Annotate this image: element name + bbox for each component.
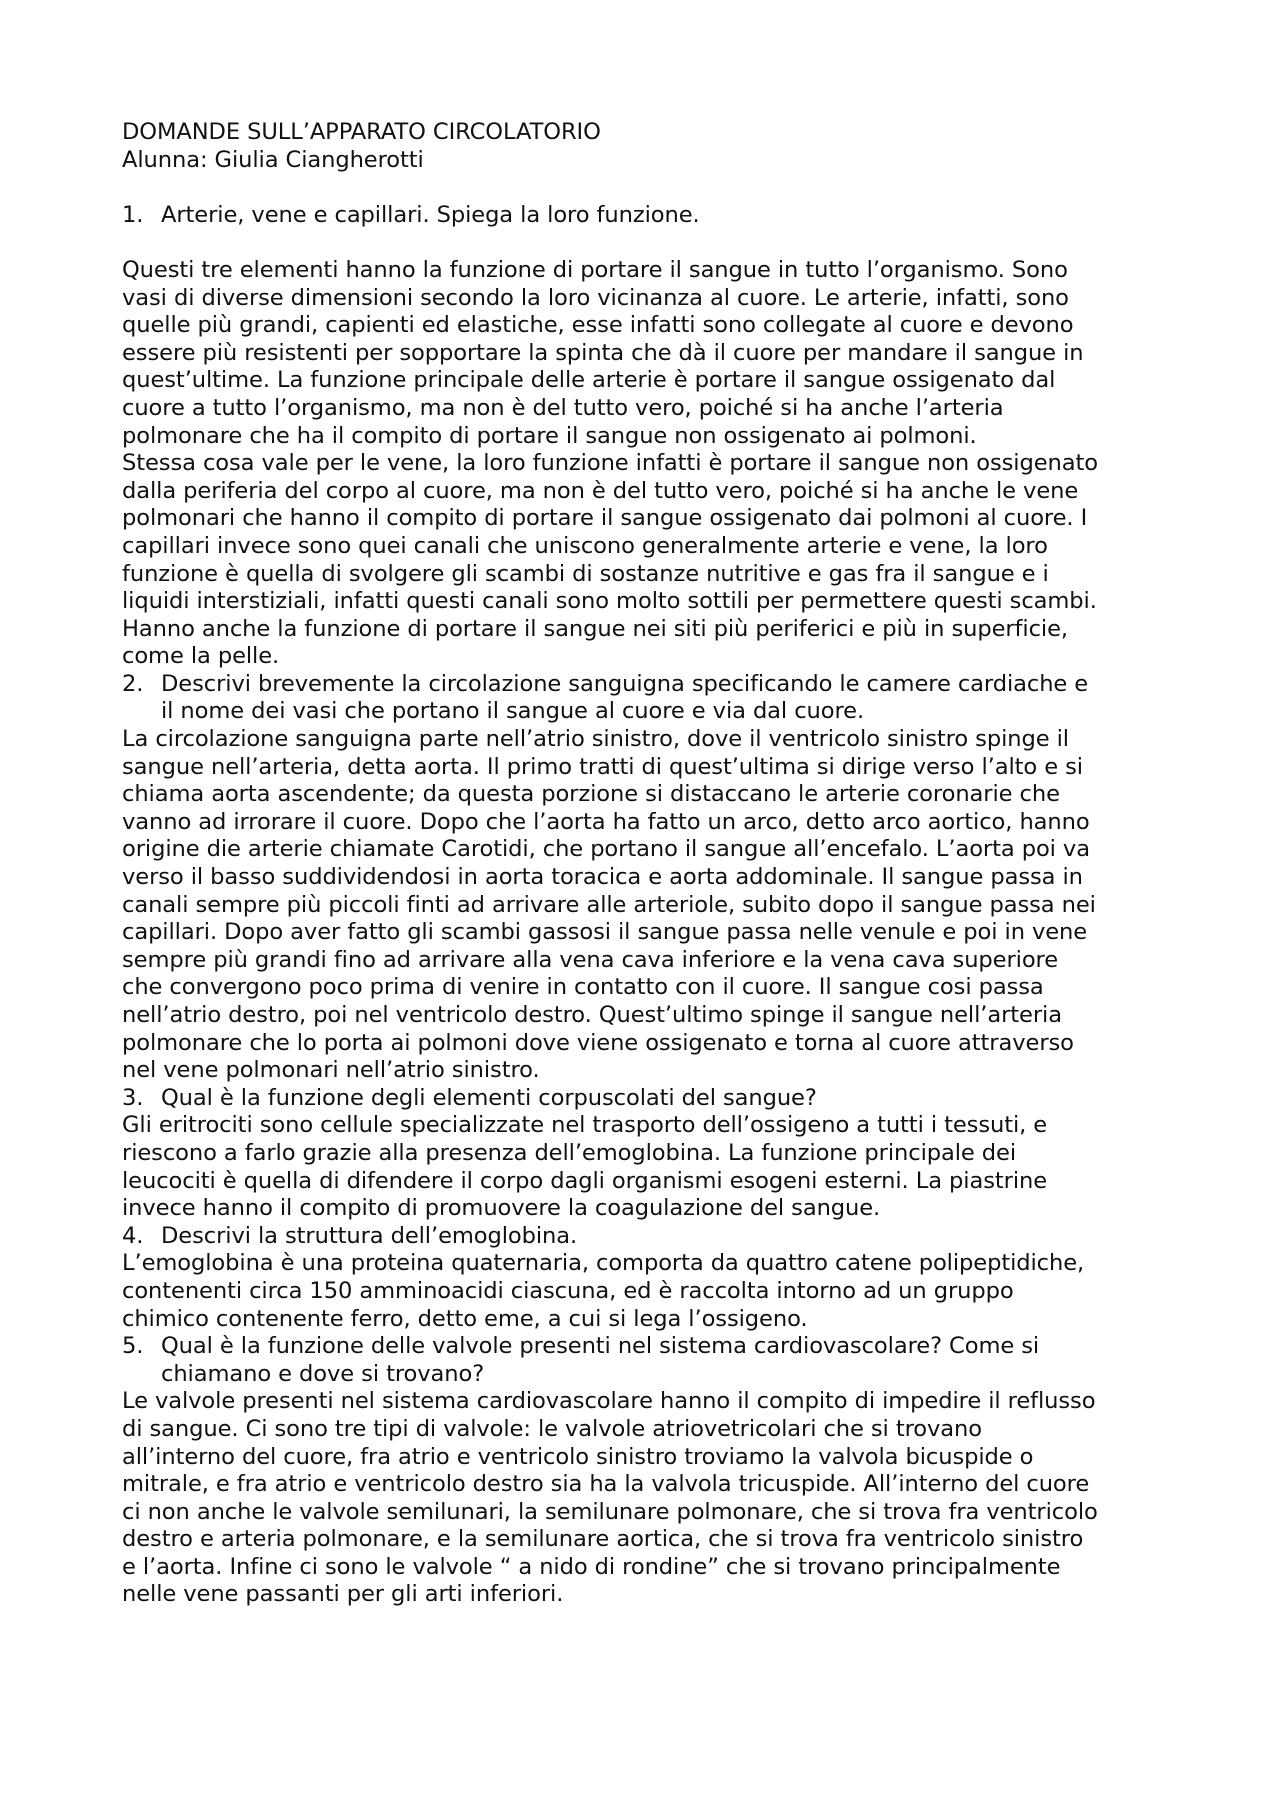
question-text: Descrivi brevemente la circolazione sanguigna specificando le camere cardiache e (161, 670, 1089, 697)
answer-line: La circolazione sanguigna parte nell’atrio sinistro, dove il ventricolo sinistro spinge il (122, 726, 1069, 753)
question-text: chiamano e dove si trovano? (161, 1360, 485, 1387)
answer-line: canali sempre più piccoli finti ad arrivare alle arteriole, subito dopo il sangue passa nei (122, 891, 1096, 918)
answer-line: nel vene polmonari nell’atrio sinistro. (122, 1057, 540, 1084)
question-1 (122, 202, 1172, 230)
answer-line: sempre più grandi fino ad arrivare alla vena cava inferiore e la vena cava superiore (122, 946, 1059, 973)
answer-line: sangue nell’arteria, detta aorta. Il primo tratti di quest’ultima si dirige verso l’alto e si (122, 753, 1083, 780)
answer-line: e l’aorta. Infine ci sono le valvole “ a nido di rondine” che si trovano principalmente (122, 1553, 1061, 1580)
answer-3 (122, 1112, 1172, 1222)
answer-line: verso il basso suddividendosi in aorta toracica e aorta addominale. Il sangue passa in (122, 864, 1083, 891)
answer-line: liquidi interstiziali, infatti questi canali sono molto sottili per permettere questi scambi. (122, 588, 1097, 615)
question-line (122, 1333, 1172, 1361)
question-3 (122, 1085, 1172, 1113)
question-line (122, 671, 1172, 699)
answer-line: polmonare che lo porta ai polmoni dove viene ossigenato e torna al cuore attraverso (122, 1029, 1074, 1056)
answer-line: vanno ad irrorare il cuore. Dopo che l’aorta ha fatto un arco, detto arco aortico, hanno (122, 808, 1090, 835)
answer-line: polmonari che hanno il compito di portare il sangue ossigenato dai polmoni al cuore. I (122, 505, 1088, 532)
question-number: 1. (122, 201, 144, 228)
answer-line: capillari. Dopo aver fatto gli scambi gassosi il sangue passa nelle venule e poi in vene (122, 919, 1088, 946)
question-line (122, 1085, 1172, 1113)
answer-line: essere più resistenti per sopportare la spinta che dà il cuore per mandare il sangue in (122, 339, 1084, 366)
answer-line: chimico contenente ferro, detto eme, a cui si lega l’ossigeno. (122, 1305, 808, 1332)
question-number: 2. (122, 670, 144, 697)
student-name: Alunna: Giulia Ciangherotti (122, 146, 424, 173)
question-text: Qual è la funzione degli elementi corpuscolati del sangue? (161, 1084, 817, 1111)
answer-line: destro e arteria polmonare, e la semilunare aortica, che si trova fra ventricolo sinistro (122, 1526, 1084, 1553)
question-line (122, 202, 1172, 230)
answer-line: quelle più grandi, capienti ed elastiche, esse infatti sono collegate al cuore e devono (122, 312, 1074, 339)
answer-line: ci non anche le valvole semilunari, la semilunare polmonare, che si trova fra ventricolo (122, 1498, 1098, 1525)
answer-line: Hanno anche la funzione di portare il sangue nei siti più periferici e più in superficie, (122, 615, 1068, 642)
spacer (122, 174, 1172, 202)
answer-2 (122, 726, 1172, 1085)
answer-line: Le valvole presenti nel sistema cardiovascolare hanno il compito di impedire il reflusso (122, 1388, 1096, 1415)
answer-line: mitrale, e fra atrio e ventricolo destro sia ha la valvola tricuspide. All’interno del cuore (122, 1471, 1090, 1498)
answer-line: origine die arterie chiamate Carotidi, che portano il sangue all’encefalo. L’aorta poi va (122, 836, 1090, 863)
question-text: Qual è la funzione delle valvole presenti nel sistema cardiovascolare? Come si (161, 1333, 1040, 1360)
answer-line: Stessa cosa vale per le vene, la loro funzione infatti è portare il sangue non ossigenato (122, 450, 1098, 477)
question-line (122, 1361, 1172, 1389)
question-text: il nome dei vasi che portano il sangue al cuore e via dal cuore. (161, 698, 865, 725)
answer-line: vasi di diverse dimensioni secondo la loro vicinanza al cuore. Le arterie, infatti, sono (122, 284, 1069, 311)
answer-line: all’interno del cuore, fra atrio e ventricolo sinistro troviamo la valvola bicuspide o (122, 1443, 1034, 1470)
question-2 (122, 671, 1172, 726)
question-4 (122, 1223, 1172, 1251)
question-text: Descrivi la struttura dell’emoglobina. (161, 1222, 578, 1249)
answer-5 (122, 1388, 1172, 1609)
answer-line: di sangue. Ci sono tre tipi di valvole: le valvole atriovetricolari che si trovano (122, 1415, 982, 1442)
answer-line: come la pelle. (122, 643, 280, 670)
document-page (122, 119, 1172, 1609)
answer-line: quest’ultime. La funzione principale delle arterie è portare il sangue ossigenato dal (122, 367, 1056, 394)
question-number: 4. (122, 1222, 144, 1249)
question-5 (122, 1333, 1172, 1388)
question-number: 3. (122, 1084, 144, 1111)
answer-line: L’emoglobina è una proteina quaternaria, comporta da quattro catene polipeptidiche, (122, 1250, 1085, 1277)
answer-line: nell’atrio destro, poi nel ventricolo destro. Quest’ultimo spinge il sangue nell’arteria (122, 1002, 1062, 1028)
answer-line: riescono a farlo grazie alla presenza dell’emoglobina. La funzione principale dei (122, 1139, 1017, 1166)
answer-line: funzione è quella di svolgere gli scambi di sostanze nutritive e gas fra il sangue e i (122, 560, 1049, 587)
answer-line: chiama aorta ascendente; da questa porzione si distaccano le arterie coronarie che (122, 781, 1060, 808)
answer-line: Gli eritrociti sono cellule specializzate nel trasporto dell’ossigeno a tutti i tessuti, e (122, 1112, 1048, 1139)
question-line (122, 698, 1172, 726)
answer-1 (122, 257, 1172, 671)
answer-line: Questi tre elementi hanno la funzione di portare il sangue in tutto l’organismo. Sono (122, 256, 1068, 283)
answer-4 (122, 1250, 1172, 1333)
answer-line: contenenti circa 150 amminoacidi ciascuna, ed è raccolta intorno ad un gruppo (122, 1277, 1014, 1304)
answer-line: nelle vene passanti per gli arti inferiori. (122, 1581, 564, 1608)
answer-line: capillari invece sono quei canali che uniscono generalmente arterie e vene, la loro (122, 532, 1048, 559)
answer-line: leucociti è quella di difendere il corpo dagli organismi esogeni esterni. La piastrine (122, 1167, 1048, 1194)
question-text: Arterie, vene e capillari. Spiega la loro funzione. (161, 201, 700, 228)
answer-line: che convergono poco prima di venire in contatto con il cuore. Il sangue cosi passa (122, 974, 1044, 1001)
answer-line: polmonare che ha il compito di portare il sangue non ossigenato ai polmoni. (122, 422, 977, 449)
answer-line: invece hanno il compito di promuovere la coagulazione del sangue. (122, 1195, 881, 1222)
answer-line: cuore a tutto l’organismo, ma non è del tutto vero, poiché si ha anche l’arteria (122, 394, 1004, 421)
question-line (122, 1223, 1172, 1251)
question-number: 5. (122, 1333, 144, 1360)
document-title: DOMANDE SULL’APPARATO CIRCOLATORIO (122, 119, 601, 145)
spacer (122, 229, 1172, 257)
answer-line: dalla periferia del corpo al cuore, ma non è del tutto vero, poiché si ha anche le vene (122, 477, 1079, 504)
